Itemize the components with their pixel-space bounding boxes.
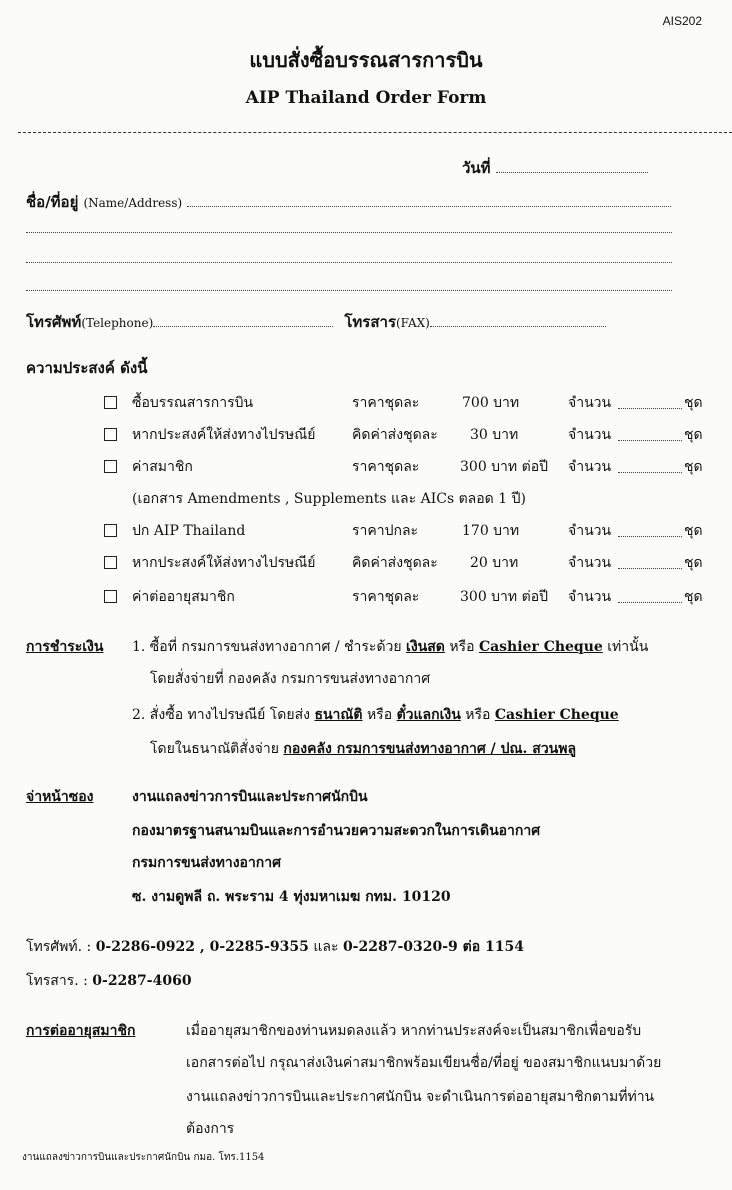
- title-english: AIP Thailand Order Form: [245, 88, 487, 108]
- contact-ext: 1154: [485, 939, 524, 955]
- item-unit: ชุด: [684, 589, 703, 605]
- item-description: ปก AIP Thailand: [132, 523, 246, 539]
- address-line-3[interactable]: [26, 262, 672, 263]
- item-description: ค่าต่ออายุสมาชิก: [132, 589, 235, 605]
- payment-cheque: Cashier Cheque: [494, 707, 619, 723]
- item-unit: ชุด: [684, 459, 703, 475]
- fax-field[interactable]: [430, 314, 606, 327]
- address-line-4[interactable]: [26, 290, 672, 291]
- contact-fax-label: โทรสาร. :: [26, 973, 88, 989]
- item-price: 30 บาท: [470, 427, 519, 443]
- item-qty-label: จำนวน: [568, 555, 612, 571]
- checkbox[interactable]: [104, 428, 117, 441]
- checkbox[interactable]: [104, 556, 117, 569]
- item-description: ค่าสมาชิก: [132, 459, 193, 475]
- item-qty-field[interactable]: [618, 524, 682, 537]
- item-price-label: ราคาปกละ: [352, 523, 419, 539]
- payment-line-4: [150, 738, 576, 760]
- membership-note: (เอกสาร Amendments , Supplements และ AICs ตลอด 1 ปี): [132, 491, 526, 507]
- item-qty-field[interactable]: [618, 428, 682, 441]
- payment-cash: เงินสด: [406, 639, 445, 655]
- address-line: งานแถลงข่าวการบินและประกาศนักบิน: [132, 789, 368, 805]
- renewal-line: เอกสารต่อไป กรุณาส่งเงินค่าสมาชิกพร้อมเขียนชื่อ/ที่อยู่ ของสมาชิกแนบมาด้วย: [186, 1055, 662, 1071]
- payment-line-2: โดยสั่งจ่ายที่ กองคลัง กรมการขนส่งทางอากาศ: [150, 671, 431, 687]
- checkbox[interactable]: [104, 590, 117, 603]
- item-description: ซื้อบรรณสารการบิน: [132, 395, 254, 411]
- payment-text: 1. ซื้อที่ กรมการขนส่งทางอากาศ / ชำระด้วย: [132, 639, 407, 655]
- payment-line-1: [132, 636, 648, 658]
- payment-text: 2. สั่งซื้อ ทางไปรษณีย์ โดยส่ง: [132, 707, 315, 723]
- payment-money-order: ธนาณัติ: [314, 707, 363, 723]
- payment-text: หรือ: [460, 707, 495, 723]
- address-label: จ่าหน้าซอง: [26, 789, 94, 805]
- fax-label-en: (FAX): [396, 316, 430, 330]
- payment-draft: ตั๋วแลกเงิน: [396, 707, 461, 723]
- date-row: [462, 156, 648, 180]
- title-thai: แบบสั่งซื้อบรรณสารการบิน: [249, 48, 483, 72]
- item-qty-label: จำนวน: [568, 589, 612, 605]
- item-price: 300 บาท ต่อปี: [460, 459, 548, 475]
- payment-cheque: Cashier Cheque: [478, 639, 603, 655]
- fax-label: โทรสาร: [344, 313, 396, 331]
- address-line-2[interactable]: [26, 232, 672, 233]
- name-address-field[interactable]: [187, 194, 671, 207]
- date-field[interactable]: [496, 160, 648, 173]
- renewal-line: ต้องการ: [186, 1121, 235, 1137]
- item-price: 300 บาท ต่อปี: [460, 589, 548, 605]
- payment-text: หรือ: [444, 639, 479, 655]
- tel-fax-row: [26, 310, 606, 334]
- payment-line-3: [132, 704, 619, 726]
- item-unit: ชุด: [684, 555, 703, 571]
- contact-fax-number: 0-2287-4060: [92, 973, 192, 989]
- item-qty-label: จำนวน: [568, 427, 612, 443]
- purpose-label: ความประสงค์ ดังนี้: [26, 359, 148, 377]
- name-row: [26, 190, 671, 214]
- item-qty-field[interactable]: [618, 590, 682, 603]
- payment-payee: กองคลัง กรมการขนส่งทางอากาศ / ปณ. สวนพลู: [283, 741, 577, 757]
- address-line: กองมาตรฐานสนามบินและการอำนวยความสะดวกในการเดินอากาศ: [132, 823, 541, 839]
- item-price-label: คิดค่าส่งชุดละ: [352, 555, 438, 571]
- item-price: 20 บาท: [470, 555, 519, 571]
- item-qty-label: จำนวน: [568, 459, 612, 475]
- renewal-line: เมื่ออายุสมาชิกของท่านหมดลงแล้ว หากท่านประสงค์จะเป็นสมาชิกเพื่อขอรับ: [186, 1023, 642, 1039]
- contact-tel-number: 0-2287-0320-9: [342, 939, 458, 955]
- item-price-label: ราคาชุดละ: [352, 395, 420, 411]
- contact-tel: [26, 936, 524, 958]
- renewal-line: งานแถลงข่าวการบินและประกาศนักบิน จะดำเนินการต่ออายุสมาชิกตามที่ท่าน: [186, 1089, 655, 1105]
- renewal-label: การต่ออายุสมาชิก: [26, 1023, 136, 1039]
- payment-text: โดยในธนาณัติสั่งจ่าย: [150, 741, 284, 757]
- item-price-label: คิดค่าส่งชุดละ: [352, 427, 438, 443]
- payment-text: หรือ: [362, 707, 397, 723]
- item-price: 700 บาท: [462, 395, 520, 411]
- item-qty-field[interactable]: [618, 556, 682, 569]
- item-qty-field[interactable]: [618, 460, 682, 473]
- item-qty-label: จำนวน: [568, 523, 612, 539]
- item-qty-field[interactable]: [618, 396, 682, 409]
- contact-tel-label: โทรศัพท์. :: [26, 939, 92, 955]
- name-label-en: (Name/Address): [83, 196, 183, 210]
- date-label: วันที่: [462, 159, 491, 177]
- contact-separator: และ: [308, 939, 343, 955]
- address-line: กรมการขนส่งทางอากาศ: [132, 855, 282, 871]
- item-qty-label: จำนวน: [568, 395, 612, 411]
- footer-note: งานแถลงข่าวการบินและประกาศนักบิน กมอ. โทร.1154: [22, 1152, 265, 1163]
- item-price-label: ราคาชุดละ: [352, 459, 420, 475]
- form-code: AIS202: [662, 14, 702, 28]
- contact-tel-number: 0-2285-9355: [209, 939, 309, 955]
- address-line: ซ. งามดูพลี ถ. พระราม 4 ทุ่งมหาเมฆ กทม. 10120: [132, 889, 451, 905]
- contact-separator: ,: [194, 939, 210, 955]
- contact-tel-number: 0-2286-0922: [95, 939, 195, 955]
- checkbox[interactable]: [104, 460, 117, 473]
- contact-ext-label: ต่อ: [457, 939, 486, 955]
- item-description: หากประสงค์ให้ส่งทางไปรษณีย์: [132, 555, 316, 571]
- item-price: 170 บาท: [462, 523, 520, 539]
- contact-fax: [26, 970, 192, 992]
- item-description: หากประสงค์ให้ส่งทางไปรษณีย์: [132, 427, 316, 443]
- tel-label-en: (Telephone): [81, 316, 154, 330]
- item-price-label: ราคาชุดละ: [352, 589, 420, 605]
- dashed-divider: [18, 132, 732, 133]
- payment-text: เท่านั้น: [602, 639, 649, 655]
- checkbox[interactable]: [104, 524, 117, 537]
- telephone-field[interactable]: [153, 314, 333, 327]
- item-unit: ชุด: [684, 427, 703, 443]
- tel-label: โทรศัพท์: [26, 313, 82, 331]
- item-unit: ชุด: [684, 523, 703, 539]
- name-label: ชื่อ/ที่อยู่: [26, 193, 79, 211]
- payment-label: การชำระเงิน: [26, 639, 104, 655]
- checkbox[interactable]: [104, 396, 117, 409]
- item-unit: ชุด: [684, 395, 703, 411]
